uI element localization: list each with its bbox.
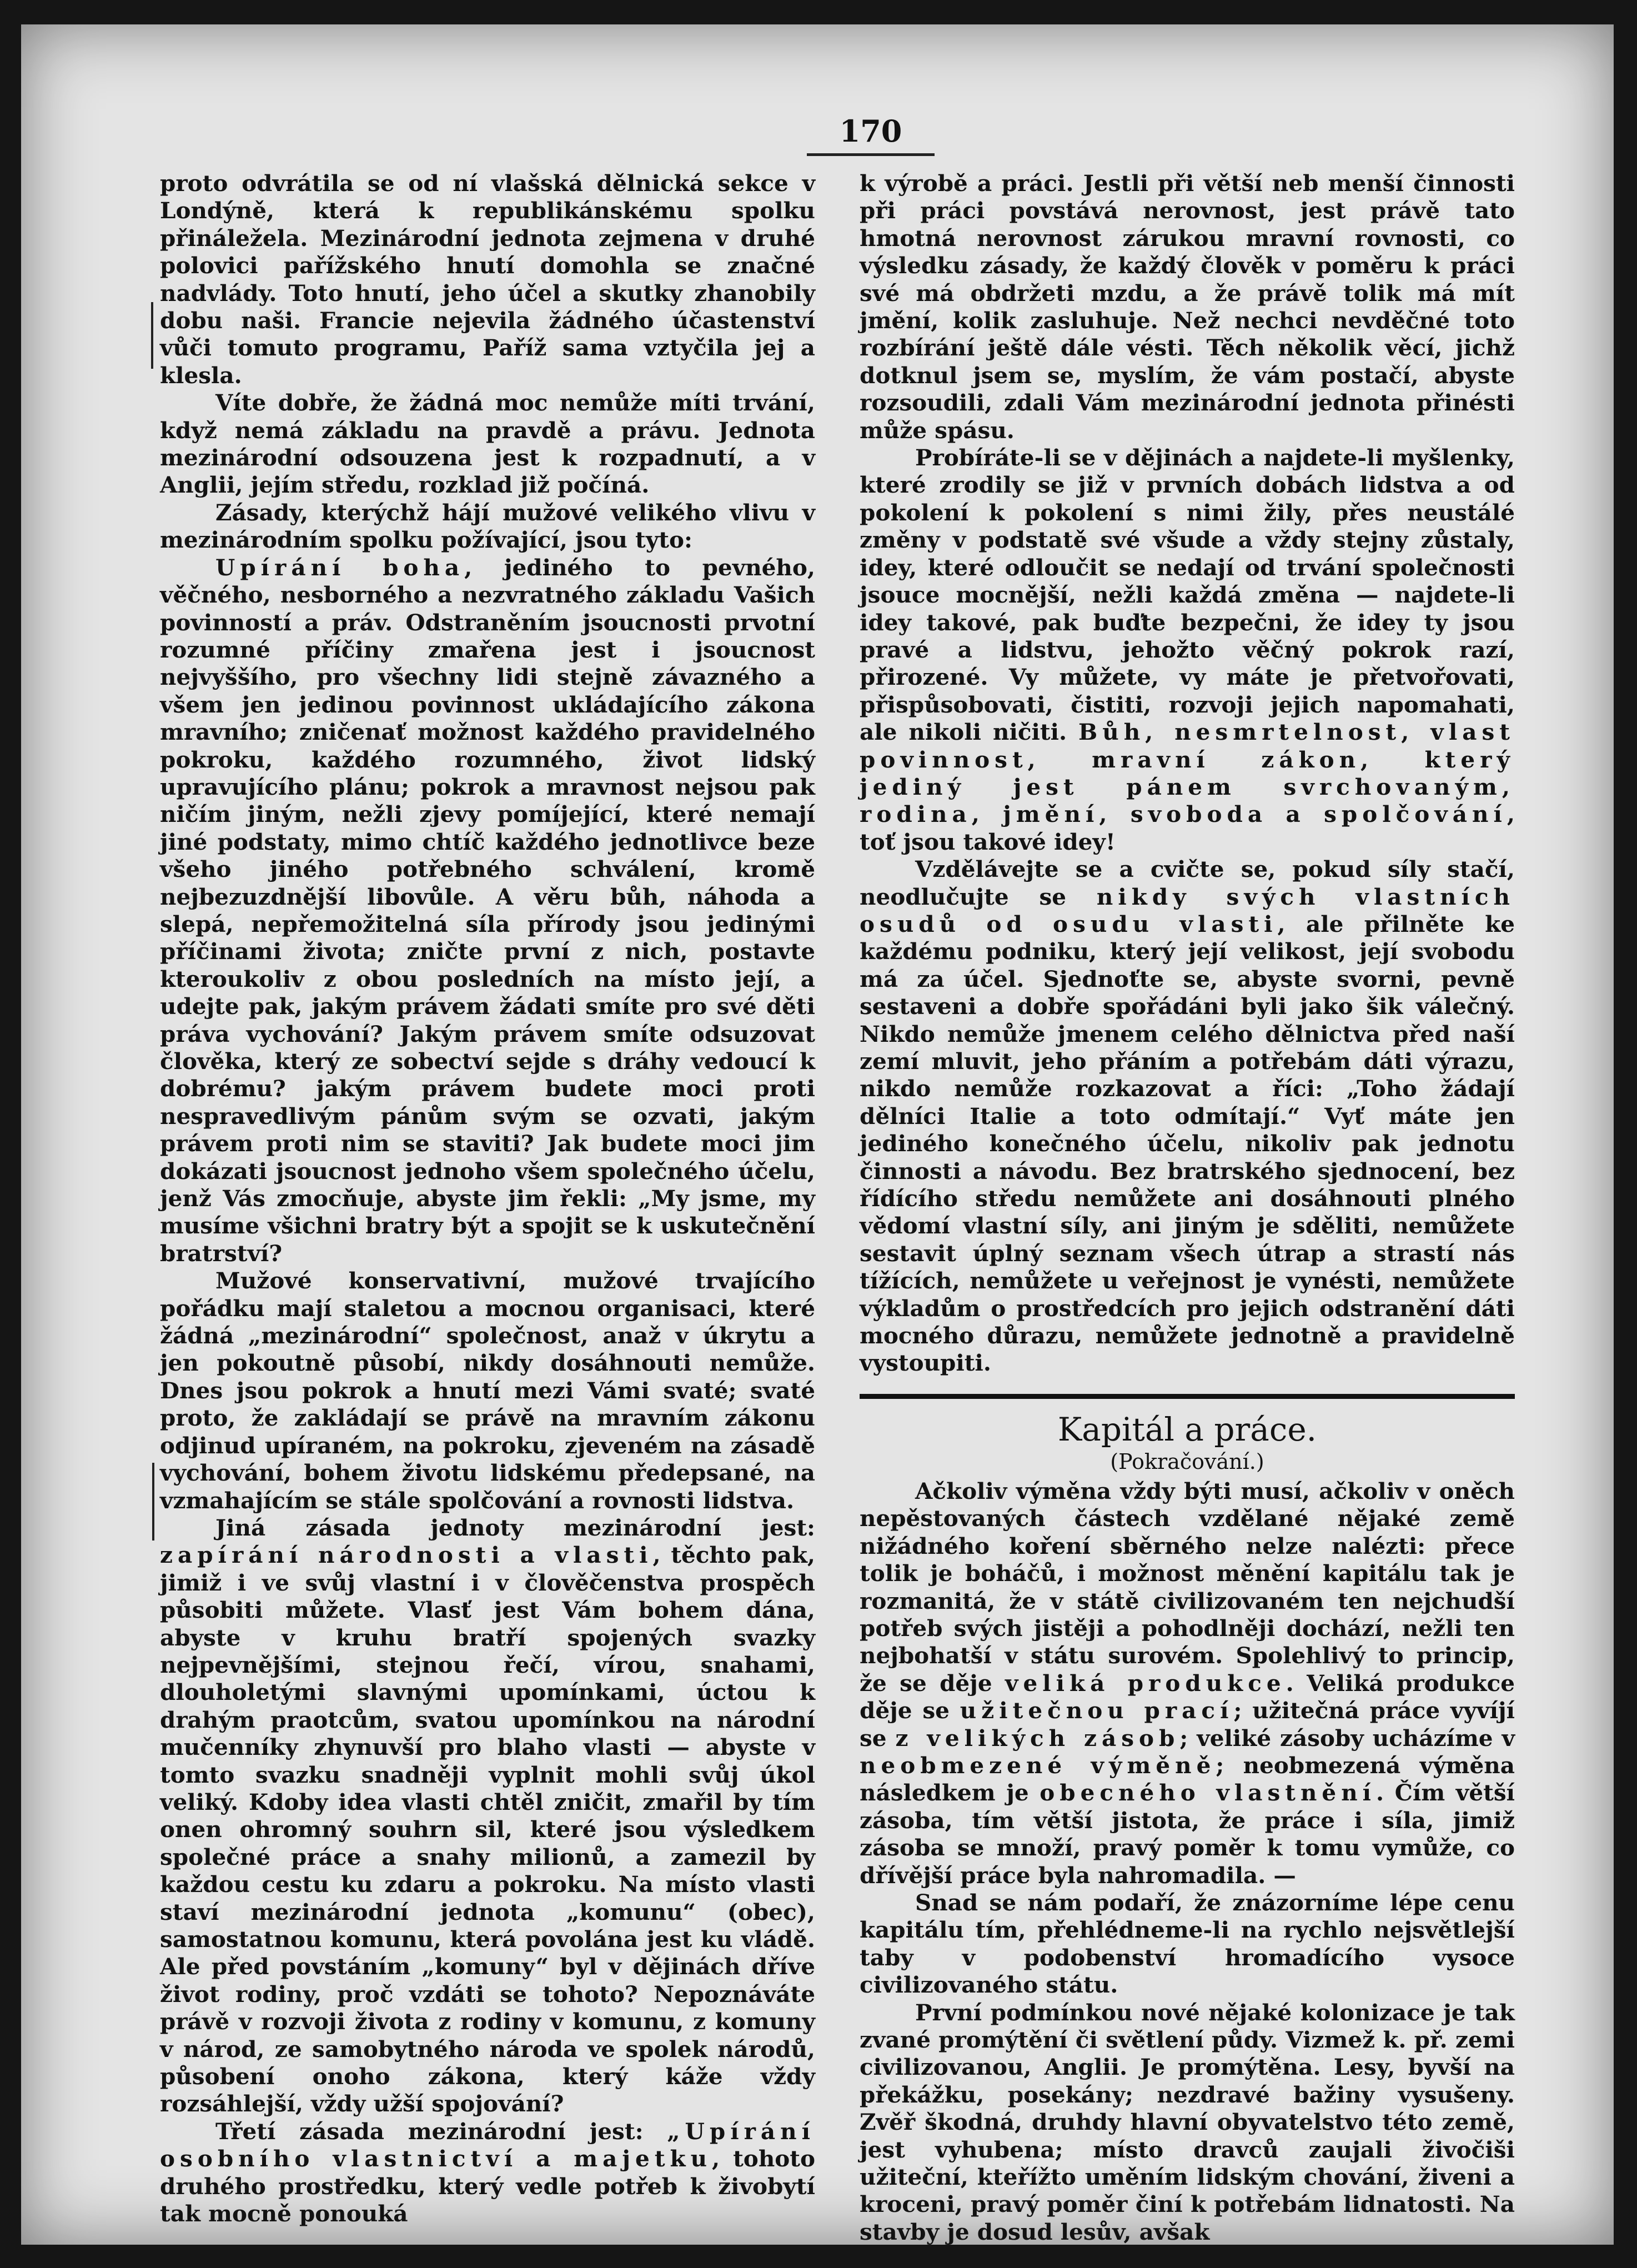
paragraph-text: . Veliká produkce děje se — [860, 1669, 1515, 1724]
section-subtitle: (Pokračování.) — [1110, 1449, 1264, 1474]
left-column — [160, 170, 815, 2227]
spaced-emphasis: „Upírání osobního vlastnictví a majetku — [160, 2118, 815, 2172]
paragraph-text: ; neobmezená výměna následkem je — [860, 1752, 1515, 1807]
paragraph-text: , ale přilněte ke každému podniku, který její velikost, její svobodu má za účel. Sjednoťte se, abyste svorni, pevně sestaveni a dobře spořádáni byli jako šik válečný. Nikdo nemůže jmenem celého dělnictva před naší zemí mluvit, jeho přáním a potřebám dáti výrazu, nikdo nemůže rozkazovat a říci: „Toho žádají dělníci Italie a toto odmítají.“ Vyť máte jen jediného konečného účelu, nikoliv pak jednotu činnosti a návodu. Bez bratrského sjednocení, bez řídícího středu nemůžete ani dosáhnouti plného vědomí vlastní síly, ani jiným je sděliti, nemůžete sestavit úplný seznam všech útrap a strastí nás tížících, nemůžete u veřejnost je vynésti, nemůžete výkladům o prostředcích pro jejich odstranění dáti mocného důrazu, nemůžete jednotně a pravidelně vystoupiti. — [860, 910, 1515, 1377]
paragraph: Zásady, kterýchž hájí mužové velikého vlivu v mezinárodním spolku požívající, jsou tyto: — [160, 499, 815, 554]
spaced-emphasis: veliká produkce — [1005, 1669, 1286, 1697]
spaced-emphasis: užitečnou prací — [960, 1697, 1234, 1724]
paragraph-text: , těchto pak, jimiž i ve svůj vlastní i v člověčenstva prospěch působiti můžete. Vlasť jest Vám bohem dána, abyste v kruhu bratří spojených svazky nejpevnějšími, stejnou řečí, vírou, snahami, dlouholetými slavnými upomínkami, úctou k drahým praotcům, svatou upomínkou na národní mučenníky zhynuvší pro blaho vlasti — abyste v tomto svazku snadněji vyplnit mohli svůj úkol veliký. Kdoby idea vlasti chtěl zničit, zmařil by tím onen ohromný souhrn sil, které jsou výsledkem společné práce a snahy milionů, a zamezil by každou cestu ku zdaru a pokroku. Na místo vlasti staví mezinárodní jednota „komunu“ (obec), samostatnou komunu, která povolána jest ku vládě. Ale před povstáním „komuny“ byl v dějinách dříve život rodiny, proč vzdáti se tohoto? Nepoznáváte právě v rozvoji života z rodiny v komunu, z komuny v národ, ze samobytného národa ve spolek národů, působení onoho zákona, který káže vždy rozsáhlejší, vždy užší spojování? — [160, 1542, 815, 2118]
paragraph-text: , toť jsou takové idey! — [860, 801, 1515, 855]
spaced-emphasis: nikdy svých vlastních osudů od osudu vlasti — [860, 883, 1515, 937]
paragraph: První podmínkou nové nějaké kolonizace je tak zvané promýtění či světlení půdy. Vizmež k. př. zemi civilizovanou, Anglii. Je promýtěna. Lesy, byvší na překážku, posekány; nezdravé bažiny vysušeny. Zvěř škodná, druhdy hlavní obyvatelstvo této země, jest vyhubena; místo dravců zaujali živočiši užiteční, kteřížto uměním lidským chování, živeni a kroceni, pravý poměr činí k potřebám lidnatosti. Na stavby je dosud lesův, avšak — [860, 1999, 1515, 2245]
paragraph-text: Ačkoliv výměna vždy býti musí, ačkoliv v oněch nepěstovaných částech vzdělané nějaké země nižádného koření sběrného nelze nalézti: přece tolik je boháčů, i možnost měnění kapitálu tak je rozmanitá, že v státě civilizovaném ten nejchudší potřeb svých jistěji a pohodlněji dochází, nežli ten nejbohatší v státu surovém. Spolehlivý to princip, že se děje — [860, 1477, 1515, 1697]
margin-mark — [151, 302, 153, 369]
paragraph-text: Vzdělávejte se a cvičte se, pokud síly stačí, neodlučujte se — [860, 856, 1515, 910]
right-column — [860, 170, 1515, 2245]
paragraph: Snad se nám podaří, že znázorníme lépe cenu kapitálu tím, přehlédneme-li na rychlo nejsvětlejší taby v podobenství hromadícího vysoce civilizovaného státu. — [860, 1889, 1515, 1999]
paragraph: k výrobě a práci. Jestli při větší neb menší činnosti při práci povstává nerovnost, jest právě tato hmotná nerovnost zárukou mravní rovnosti, co výsledku zásady, že každý člověk v poměru k práci své má obdržeti mzdu, a že právě tolik má mít jmění, kolik zasluhuje. Než nechci nevděčné toto rozbírání ještě dále vésti. Těch několik věcí, jichž dotknul jsem se, myslím, že vám postačí, abyste rozsoudili, zdali Vám mezinárodní jednota přinésti může spásu. — [860, 170, 1515, 444]
spaced-emphasis: Upírání boha — [215, 554, 465, 581]
section-divider — [860, 1394, 1515, 1399]
spaced-emphasis: Bůh, nesmrtelnost, vlast povinnost, mravní zákon, který jediný jest pánem svrchovaným, rodina, jmění, svoboda a spolčování — [860, 719, 1515, 828]
paragraph: Víte dobře, že žádná moc nemůže míti trvání, když nemá základu na pravdě a právu. Jednota mezinárodní odsouzena jest k rozpadnutí, a v Anglii, jejím středu, rozklad již počíná. — [160, 389, 815, 499]
paragraph-text: , tohoto druhého prostředku, který vedle potřeb k živobytí tak mocně ponouká — [160, 2145, 815, 2227]
spaced-emphasis: obecného vlastnění — [1040, 1779, 1377, 1807]
page-number: 170 — [839, 113, 902, 149]
paragraph — [860, 856, 1515, 1377]
paragraph-text: Třetí zásada mezinárodní jest: — [215, 2118, 667, 2145]
paragraph-text: ; užitečná práce vyvíjí se — [860, 1697, 1515, 1752]
paragraph — [860, 1478, 1515, 1889]
paragraph: proto odvrátila se od ní vlašská dělnická sekce v Londýně, která k republikánskému spolku přináležela. Mezinárodní jednota zejmena v druhé polovici pařížského hnutí domohla se značné nadvlády. Toto hnutí, jeho účel a skutky zhanobily dobu naši. Francie nejevila žádného účastenství vůči tomuto programu, Paříž sama vztyčila jej a klesla. — [160, 170, 815, 389]
paragraph-text: . Čím větší zásoba, tím větší jistota, že práce i síla, jimiž zásoba se množí, pravý poměr k tomu vymůže, co dřívější práce byla nahromadila. — — [860, 1779, 1515, 1889]
paragraph-text: ; veliké zásoby ucházíme v — [1179, 1724, 1515, 1752]
paragraph-text: Jiná zásada jednoty mezinárodní jest: — [215, 1514, 815, 1541]
paragraph — [160, 554, 815, 1268]
paragraph: Mužové konservativní, mužové trvajícího pořádku mají staletou a mocnou organisaci, které žádná „mezinárodní“ společnost, anaž v úkrytu a jen pokoutně působí, nikdy dosáhnouti nemůže. Dnes jsou pokrok a hnutí mezi Vámi svaté; svaté proto, že zakládají se právě na mravním zákonu odjinud upíraném, na pokroku, zjeveném na zásadě vychování, bohem životu lidskému předepsané, na vzmahajícím se stále spolčování a rovnosti lidstva. — [160, 1267, 815, 1514]
paragraph-text: , jediného to pevného, věčného, nesborného a nezvratného základu Vašich povinností a práv. Odstraněním jsoucnosti prvotní rozumné příčiny zmařena jest i jsoucnost nejvyššího, pro všechny lidi stejně závazného a všem jen jedinou povinnost ukládajícího zákona mravního; zničenať možnost každého pravidelného pokroku, každého rozumného, život lidský upravujícího plánu; pokrok a mravnost nejsou pak ničím jiným, nežli zjevy pomíjející, které nemají jiné podstaty, mimo chtíč každého jednotlivce beze všeho jiného potřebného schválení, kromě nejbezuzdnější libovůle. A věru bůh, náhoda a slepá, nepřemožitelná síla přírody jsou jedinými příčinami života; zničte první z nich, postavte kteroukoliv z obou posledních na místo její, a udejte pak, jakým právem žádati smíte pro své děti práva vychování? Jakým právem smíte odsuzovat člověka, který ze sobectví sejde s dráhy vedoucí k dobrému? jakým právem budete moci proti nespravedlivým pánům svým se ozvati, jakým právem proti nim se staviti? Jak budete moci jim dokázati jsoucnost jednoho všem společného účelu, jenž Vás zmocňuje, abyste jim řekli: „My jsme, my musíme všichni bratry být a spojit se k uskutečnění bratrství? — [160, 554, 815, 1267]
margin-mark — [152, 1463, 154, 1541]
paragraph — [860, 444, 1515, 856]
paragraph — [160, 1514, 815, 2118]
section-title: Kapitál a práce. — [1057, 1410, 1317, 1448]
spaced-emphasis: z velikých zásob — [895, 1724, 1180, 1752]
newspaper-page — [21, 24, 1614, 2245]
spaced-emphasis: zapírání národnosti a vlasti — [160, 1542, 653, 1569]
paragraph-text: Probíráte-li se v dějinách a najdete-li myšlenky, které zrodily se již v prvních dobách lidstva a od pokolení k pokolení s nimi žily, přes neustálé změny v podstatě své všude a vždy stejny zůstaly, idey, které odloučit se nedají od trvání společnosti jsouce mocnější, nežli každá změna — najdete-li idey takové, pak buďte bezpečni, že idey ty jsou pravé a lidstvu, jehožto věčný pokrok razí, přirozené. Vy můžete, vy máte je přetvořovati, přispůsobovati, čistiti, rozvoji jejich napomahati, ale nikoli ničiti. — [860, 444, 1515, 746]
page-number-rule — [807, 153, 935, 156]
paragraph — [160, 2118, 815, 2228]
spaced-emphasis: neobmezené výměně — [860, 1752, 1216, 1779]
